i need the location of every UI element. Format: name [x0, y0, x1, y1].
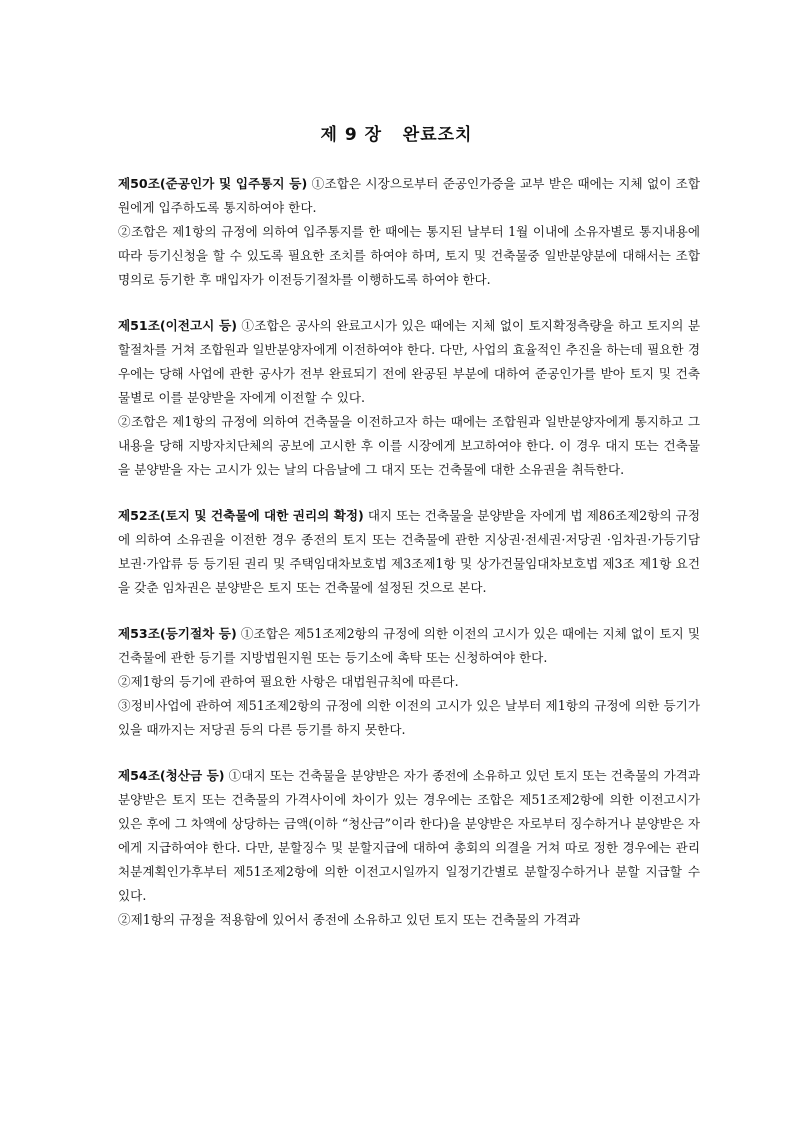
article-52	[118, 504, 700, 600]
article-heading: 제52조(토지 및 건축물에 대한 권리의 확정)	[118, 508, 364, 523]
article-paragraph: ②조합은 제1항의 규정에 의하여 건축물을 이전하고자 하는 때에는 조합원과 일반분양자에게 통지하고 그 내용을 당해 지방자치단체의 공보에 고시한 후 이를 시장에게 보고하여야 한다. 이 경우 대지 또는 건축물을 분양받을 자는 고시가 있는 날의 다음날에 그 대지 또는 건축물에 대한 소유권을 취득한다.	[118, 414, 700, 477]
article-paragraph	[118, 314, 700, 410]
article-paragraph	[118, 622, 700, 670]
article-paragraph	[118, 504, 700, 600]
article-text: ①조합은 공사의 완료고시가 있은 때에는 지체 없이 토지확정측량을 하고 토지의 분할절차를 거쳐 조합원과 일반분양자에게 이전하여야 한다. 다만, 사업의 효율적인 추진을 하는데 필요한 경우에는 당해 사업에 관한 공사가 전부 완료되기 전에 완공된 부분에 대하여 준공인가를 받아 토지 및 건축물별로 이를 분양받을 자에게 이전할 수 있다.	[118, 318, 700, 405]
document-body	[118, 172, 700, 954]
article-heading: 제50조(준공인가 및 입주통지 등)	[118, 176, 308, 191]
article-text: ①조합은 시장으로부터 준공인가증을 교부 받은 때에는 지체 없이 조합원에게 입주하도록 통지하여야 한다.	[118, 176, 700, 215]
article-paragraph	[118, 172, 700, 220]
article-paragraph: ②제1항의 등기에 관하여 필요한 사항은 대법원규칙에 따른다.	[118, 674, 459, 689]
article-paragraph	[118, 764, 700, 908]
article-heading: 제51조(이전고시 등)	[118, 318, 237, 333]
article-text: 대지 또는 건축물을 분양받을 자에게 법 제86조제2항의 규정에 의하여 소유권을 이전한 경우 종전의 토지 또는 건축물에 관한 지상권·전세권·저당권 ·임차권·가등기담보권·가압류 등 등기된 권리 및 주택임대차보호법 제3조제1항 및 상가건물임대차보호법 제3조 제1항 요건을 갖춘 임차권은 분양받은 토지 또는 건축물에 설정된 것으로 본다.	[118, 508, 701, 595]
article-51	[118, 314, 700, 482]
article-paragraph: ②조합은 제1항의 규정에 의하여 입주통지를 한 때에는 통지된 날부터 1월 이내에 소유자별로 통지내용에 따라 등기신청을 할 수 있도록 필요한 조치를 하여야 하며, 토지 및 건축물중 일반분양분에 대해서는 조합명의로 등기한 후 매입자가 이전등기절차를 이행하도록 하여야 한다.	[118, 224, 700, 287]
article-paragraph: ②제1항의 규정을 적용함에 있어서 종전에 소유하고 있던 토지 또는 건축물의 가격과	[118, 912, 581, 927]
article-text: ①조합은 제51조제2항의 규정에 의한 이전의 고시가 있은 때에는 지체 없이 토지 및 건축물에 관한 등기를 지방법원지원 또는 등기소에 촉탁 또는 신청하여야 한다.	[118, 626, 700, 665]
article-heading: 제53조(등기절차 등)	[118, 626, 237, 641]
article-paragraph: ③정비사업에 관하여 제51조제2항의 규정에 의한 이전의 고시가 있은 날부터 제1항의 규정에 의한 등기가 있을 때까지는 저당권 등의 다른 등기를 하지 못한다.	[118, 698, 700, 737]
article-54	[118, 764, 700, 932]
article-53	[118, 622, 700, 742]
article-heading: 제54조(청산금 등)	[118, 768, 225, 783]
article-50	[118, 172, 700, 292]
chapter-title: 제 9 장 완료조치	[320, 125, 473, 145]
article-text: ①대지 또는 건축물을 분양받은 자가 종전에 소유하고 있던 토지 또는 건축물의 가격과 분양받은 토지 또는 건축물의 가격사이에 차이가 있는 경우에는 조합은 제51조제2항에 의한 이전고시가 있은 후에 그 차액에 상당하는 금액(이하 “청산금”이라 한다)을 분양받은 자로부터 징수하거나 분양받은 자에게 지급하여야 한다. 다만, 분할징수 및 분할지급에 대하여 총회의 의결을 거쳐 따로 정한 경우에는 관리처분계획인가후부터 제51조제2항에 의한 이전고시일까지 일정기간별로 분할징수하거나 분할 지급할 수 있다.	[118, 768, 700, 903]
